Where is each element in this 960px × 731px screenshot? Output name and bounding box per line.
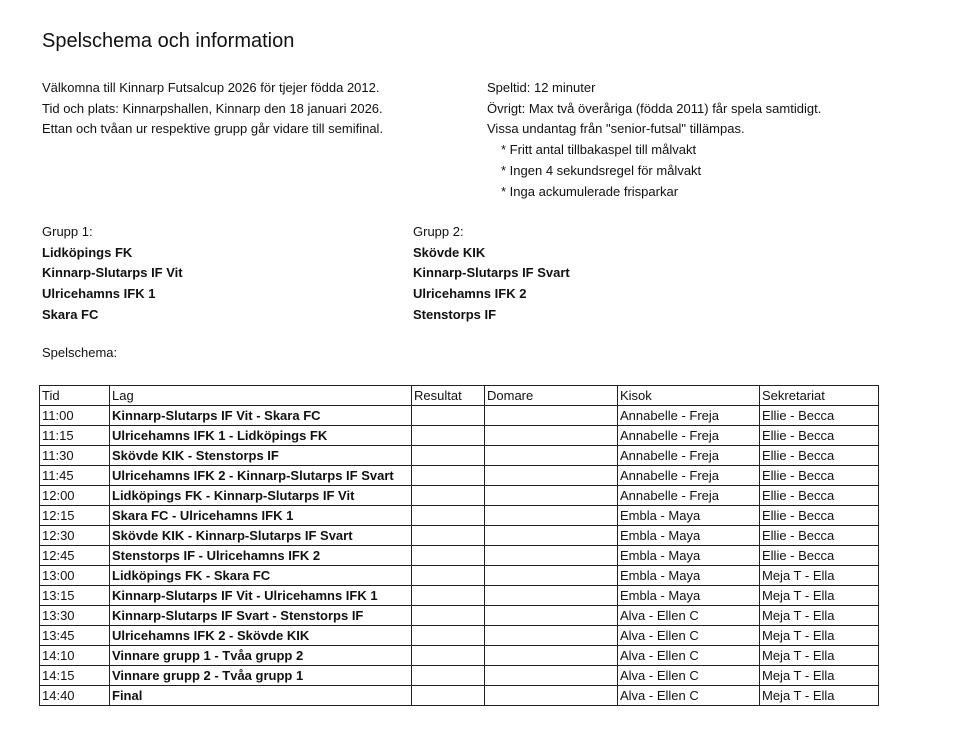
cell-lag: Skövde KIK - Stenstorps IF (110, 446, 412, 466)
cell-sekretariat: Meja T - Ella (760, 586, 879, 606)
table-row (40, 626, 879, 646)
group-2 (413, 222, 570, 326)
cell-domare[interactable] (485, 626, 618, 646)
cell-lag: Lidköpings FK - Skara FC (110, 566, 412, 586)
table-row (40, 506, 879, 526)
cell-resultat[interactable] (412, 666, 485, 686)
cell-lag: Stenstorps IF - Ulricehamns IFK 2 (110, 546, 412, 566)
cell-tid: 14:15 (40, 666, 110, 686)
cell-lag: Ulricehamns IFK 2 - Kinnarp-Slutarps IF Svart (110, 466, 412, 486)
cell-resultat[interactable] (412, 626, 485, 646)
cell-lag: Skövde KIK - Kinnarp-Slutarps IF Svart (110, 526, 412, 546)
cell-tid: 14:40 (40, 686, 110, 706)
cell-kisok: Annabelle - Freja (618, 446, 760, 466)
page-title: Spelschema och information (42, 30, 295, 52)
cell-kisok: Embla - Maya (618, 506, 760, 526)
cell-sekretariat: Ellie - Becca (760, 526, 879, 546)
cell-tid: 12:00 (40, 486, 110, 506)
cell-domare[interactable] (485, 686, 618, 706)
cell-domare[interactable] (485, 486, 618, 506)
header-tid: Tid (40, 386, 110, 406)
schedule-label: Spelschema: (42, 345, 118, 360)
cell-domare[interactable] (485, 526, 618, 546)
cell-lag: Ulricehamns IFK 2 - Skövde KIK (110, 626, 412, 646)
cell-resultat[interactable] (412, 526, 485, 546)
cell-resultat[interactable] (412, 466, 485, 486)
cell-kisok: Annabelle - Freja (618, 406, 760, 426)
schedule-table (39, 385, 879, 706)
cell-kisok: Annabelle - Freja (618, 466, 760, 486)
header-kisok: Kisok (618, 386, 760, 406)
cell-tid: 13:15 (40, 586, 110, 606)
cell-resultat[interactable] (412, 566, 485, 586)
cell-kisok: Annabelle - Freja (618, 426, 760, 446)
header-sekretariat: Sekretariat (760, 386, 879, 406)
group-team: Lidköpings FK (42, 244, 133, 260)
cell-lag: Lidköpings FK - Kinnarp-Slutarps IF Vit (110, 486, 412, 506)
cell-tid: 11:00 (40, 406, 110, 426)
cell-resultat[interactable] (412, 446, 485, 466)
cell-domare[interactable] (485, 426, 618, 446)
table-row (40, 446, 879, 466)
cell-sekretariat: Ellie - Becca (760, 426, 879, 446)
cell-kisok: Embla - Maya (618, 546, 760, 566)
cell-lag: Kinnarp-Slutarps IF Vit - Skara FC (110, 406, 412, 426)
cell-resultat[interactable] (412, 686, 485, 706)
cell-tid: 13:00 (40, 566, 110, 586)
group-team: Skara FC (42, 306, 99, 322)
cell-tid: 11:30 (40, 446, 110, 466)
cell-kisok: Alva - Ellen C (618, 626, 760, 646)
cell-tid: 11:15 (40, 426, 110, 446)
cell-tid: 12:30 (40, 526, 110, 546)
cell-domare[interactable] (485, 466, 618, 486)
cell-sekretariat: Ellie - Becca (760, 546, 879, 566)
table-row (40, 526, 879, 546)
cell-domare[interactable] (485, 586, 618, 606)
rules-bullet: * Inga ackumulerade frisparkar (501, 183, 679, 199)
table-row (40, 646, 879, 666)
cell-sekretariat: Meja T - Ella (760, 666, 879, 686)
rules-text (487, 78, 821, 202)
rules-line: Vissa undantag från "senior-futsal" tillämpas. (487, 121, 745, 137)
cell-sekretariat: Meja T - Ella (760, 566, 879, 586)
intro-text (42, 78, 383, 140)
cell-tid: 11:45 (40, 466, 110, 486)
cell-sekretariat: Meja T - Ella (760, 686, 879, 706)
cell-lag: Final (110, 686, 412, 706)
table-row (40, 426, 879, 446)
intro-line: Välkomna till Kinnarp Futsalcup 2026 för tjejer födda 2012. (42, 80, 380, 95)
intro-line: Ettan och tvåan ur respektive grupp går vidare till semifinal. (42, 121, 384, 137)
cell-domare[interactable] (485, 446, 618, 466)
table-row (40, 586, 879, 606)
cell-domare[interactable] (485, 506, 618, 526)
group-team: Kinnarp-Slutarps IF Svart (413, 265, 570, 281)
cell-sekretariat: Ellie - Becca (760, 486, 879, 506)
intro-line: Tid och plats: Kinnarpshallen, Kinnarp den 18 januari 2026. (42, 100, 383, 116)
table-row (40, 406, 879, 426)
group-1 (42, 222, 183, 326)
rules-bullet: * Fritt antal tillbakaspel till målvakt (501, 142, 697, 158)
rules-bullet: * Ingen 4 sekundsregel för målvakt (501, 162, 702, 178)
cell-resultat[interactable] (412, 586, 485, 606)
cell-tid: 13:30 (40, 606, 110, 626)
cell-kisok: Embla - Maya (618, 566, 760, 586)
cell-resultat[interactable] (412, 606, 485, 626)
group-team: Ulricehamns IFK 2 (413, 286, 527, 302)
cell-sekretariat: Ellie - Becca (760, 406, 879, 426)
table-header-row (40, 386, 879, 406)
group-team: Stenstorps IF (413, 306, 497, 322)
group-label: Grupp 2: (413, 224, 464, 239)
cell-tid: 13:45 (40, 626, 110, 646)
table-row (40, 686, 879, 706)
group-label: Grupp 1: (42, 224, 93, 239)
cell-lag: Skara FC - Ulricehamns IFK 1 (110, 506, 412, 526)
cell-kisok: Embla - Maya (618, 586, 760, 606)
cell-sekretariat: Ellie - Becca (760, 466, 879, 486)
cell-kisok: Alva - Ellen C (618, 606, 760, 626)
rules-line: Övrigt: Max två överåriga (födda 2011) får spela samtidigt. (487, 100, 822, 116)
cell-kisok: Embla - Maya (618, 526, 760, 546)
cell-domare[interactable] (485, 566, 618, 586)
cell-sekretariat: Meja T - Ella (760, 626, 879, 646)
table-row (40, 546, 879, 566)
cell-lag: Kinnarp-Slutarps IF Vit - Ulricehamns IFK 1 (110, 586, 412, 606)
cell-sekretariat: Ellie - Becca (760, 446, 879, 466)
cell-sekretariat: Ellie - Becca (760, 506, 879, 526)
table-row (40, 486, 879, 506)
cell-resultat[interactable] (412, 546, 485, 566)
cell-lag: Vinnare grupp 1 - Tvåa grupp 2 (110, 646, 412, 666)
cell-lag: Kinnarp-Slutarps IF Svart - Stenstorps IF (110, 606, 412, 626)
cell-resultat[interactable] (412, 406, 485, 426)
cell-kisok: Annabelle - Freja (618, 486, 760, 506)
cell-tid: 14:10 (40, 646, 110, 666)
cell-tid: 12:45 (40, 546, 110, 566)
cell-lag: Vinnare grupp 2 - Tvåa grupp 1 (110, 666, 412, 686)
cell-sekretariat: Meja T - Ella (760, 646, 879, 666)
cell-sekretariat: Meja T - Ella (760, 606, 879, 626)
cell-resultat[interactable] (412, 506, 485, 526)
cell-tid: 12:15 (40, 506, 110, 526)
header-domare: Domare (485, 386, 618, 406)
cell-kisok: Alva - Ellen C (618, 646, 760, 666)
group-team: Skövde KIK (413, 244, 486, 260)
cell-kisok: Alva - Ellen C (618, 666, 760, 686)
group-team: Kinnarp-Slutarps IF Vit (42, 265, 183, 281)
cell-lag: Ulricehamns IFK 1 - Lidköpings FK (110, 426, 412, 446)
table-row (40, 606, 879, 626)
cell-domare[interactable] (485, 606, 618, 626)
header-resultat: Resultat (412, 386, 485, 406)
cell-kisok: Alva - Ellen C (618, 686, 760, 706)
cell-domare[interactable] (485, 406, 618, 426)
cell-resultat[interactable] (412, 426, 485, 446)
cell-domare[interactable] (485, 546, 618, 566)
group-team: Ulricehamns IFK 1 (42, 286, 156, 302)
table-row (40, 466, 879, 486)
table-row (40, 566, 879, 586)
cell-domare[interactable] (485, 646, 618, 666)
header-lag: Lag (110, 386, 412, 406)
cell-domare[interactable] (485, 666, 618, 686)
rules-line: Speltid: 12 minuter (487, 80, 596, 95)
cell-resultat[interactable] (412, 486, 485, 506)
table-row (40, 666, 879, 686)
cell-resultat[interactable] (412, 646, 485, 666)
